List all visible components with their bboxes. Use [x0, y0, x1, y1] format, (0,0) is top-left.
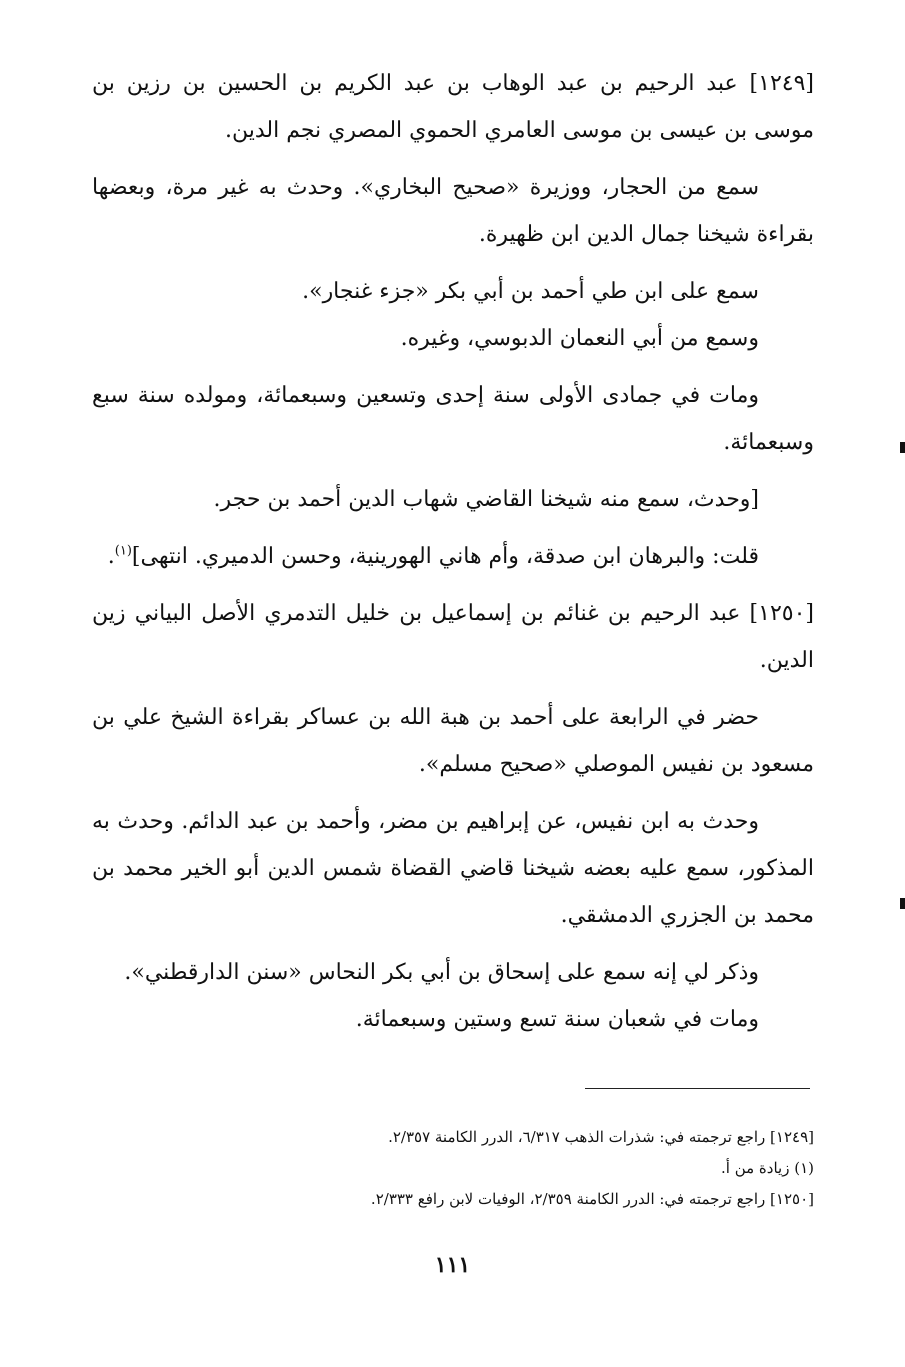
- margin-mark: [900, 898, 905, 909]
- paragraph: سمع من الحجار، ووزيرة «صحيح البخاري». وحدث به غير مرة، وبعضها بقراءة شيخنا جمال الدين ابن ظهيرة.: [92, 175, 814, 247]
- margin-mark: [900, 442, 905, 453]
- entry-1249-heading: [١٢٤٩] عبد الرحيم بن عبد الوهاب بن عبد الكريم بن الحسين بن رزين بن موسى بن عيسى بن موسى العامري الحموي المصري نجم الدين.: [92, 71, 814, 143]
- paragraph: [وحدث، سمع منه شيخنا القاضي شهاب الدين أحمد بن حجر.: [213, 487, 759, 512]
- paragraph: سمع على ابن طي أحمد بن أبي بكر «جزء غنجار».: [302, 279, 759, 304]
- entry-1250-heading: [١٢٥٠] عبد الرحيم بن غنائم بن إسماعيل بن خليل التدمري الأصل البياني زين الدين.: [92, 601, 814, 673]
- footnotes: [92, 1122, 814, 1215]
- paragraph: حضر في الرابعة على أحمد بن هبة الله بن عساكر بقراءة الشيخ علي بن مسعود بن نفيس الموصلي «صحيح مسلم».: [92, 705, 814, 777]
- paragraph-end: .: [107, 544, 115, 569]
- footnote: [١٢٤٩] راجع ترجمته في: شذرات الذهب ٦/٣١٧، الدرر الكامنة ٢/٣٥٧.: [388, 1128, 814, 1146]
- paragraph: ومات في شعبان سنة تسع وستين وسبعمائة.: [355, 1007, 759, 1032]
- footnote: [١٢٥٠] راجع ترجمته في: الدرر الكامنة ٢/٣٥٩، الوفيات لابن رافع ٢/٣٣٣.: [370, 1190, 814, 1208]
- paragraph-with-footnote: [92, 533, 814, 580]
- main-text: [92, 60, 814, 1053]
- paragraph: وسمع من أبي النعمان الدبوسي، وغيره.: [400, 326, 759, 351]
- paragraph-text: قلت: والبرهان ابن صدقة، وأم هاني الهورينية، وحسن الدميري. انتهى]: [131, 544, 759, 569]
- paragraph: وذكر لي إنه سمع على إسحاق بن أبي بكر النحاس «سنن الدارقطني».: [124, 960, 759, 985]
- footnote-divider: [585, 1088, 810, 1089]
- footnote: (١) زيادة من أ.: [721, 1159, 814, 1177]
- paragraph: وحدث به ابن نفيس، عن إبراهيم بن مضر، وأحمد بن عبد الدائم. وحدث به المذكور، سمع عليه بعضه شيخنا قاضي القضاة شمس الدين أبو الخير محمد بن محمد بن الجزري الدمشقي.: [92, 809, 814, 928]
- paragraph: ومات في جمادى الأولى سنة إحدى وتسعين وسبعمائة، ومولده سنة سبع وسبعمائة.: [92, 383, 814, 455]
- footnote-reference: (١): [114, 543, 132, 559]
- page-number: ١١١: [434, 1252, 471, 1278]
